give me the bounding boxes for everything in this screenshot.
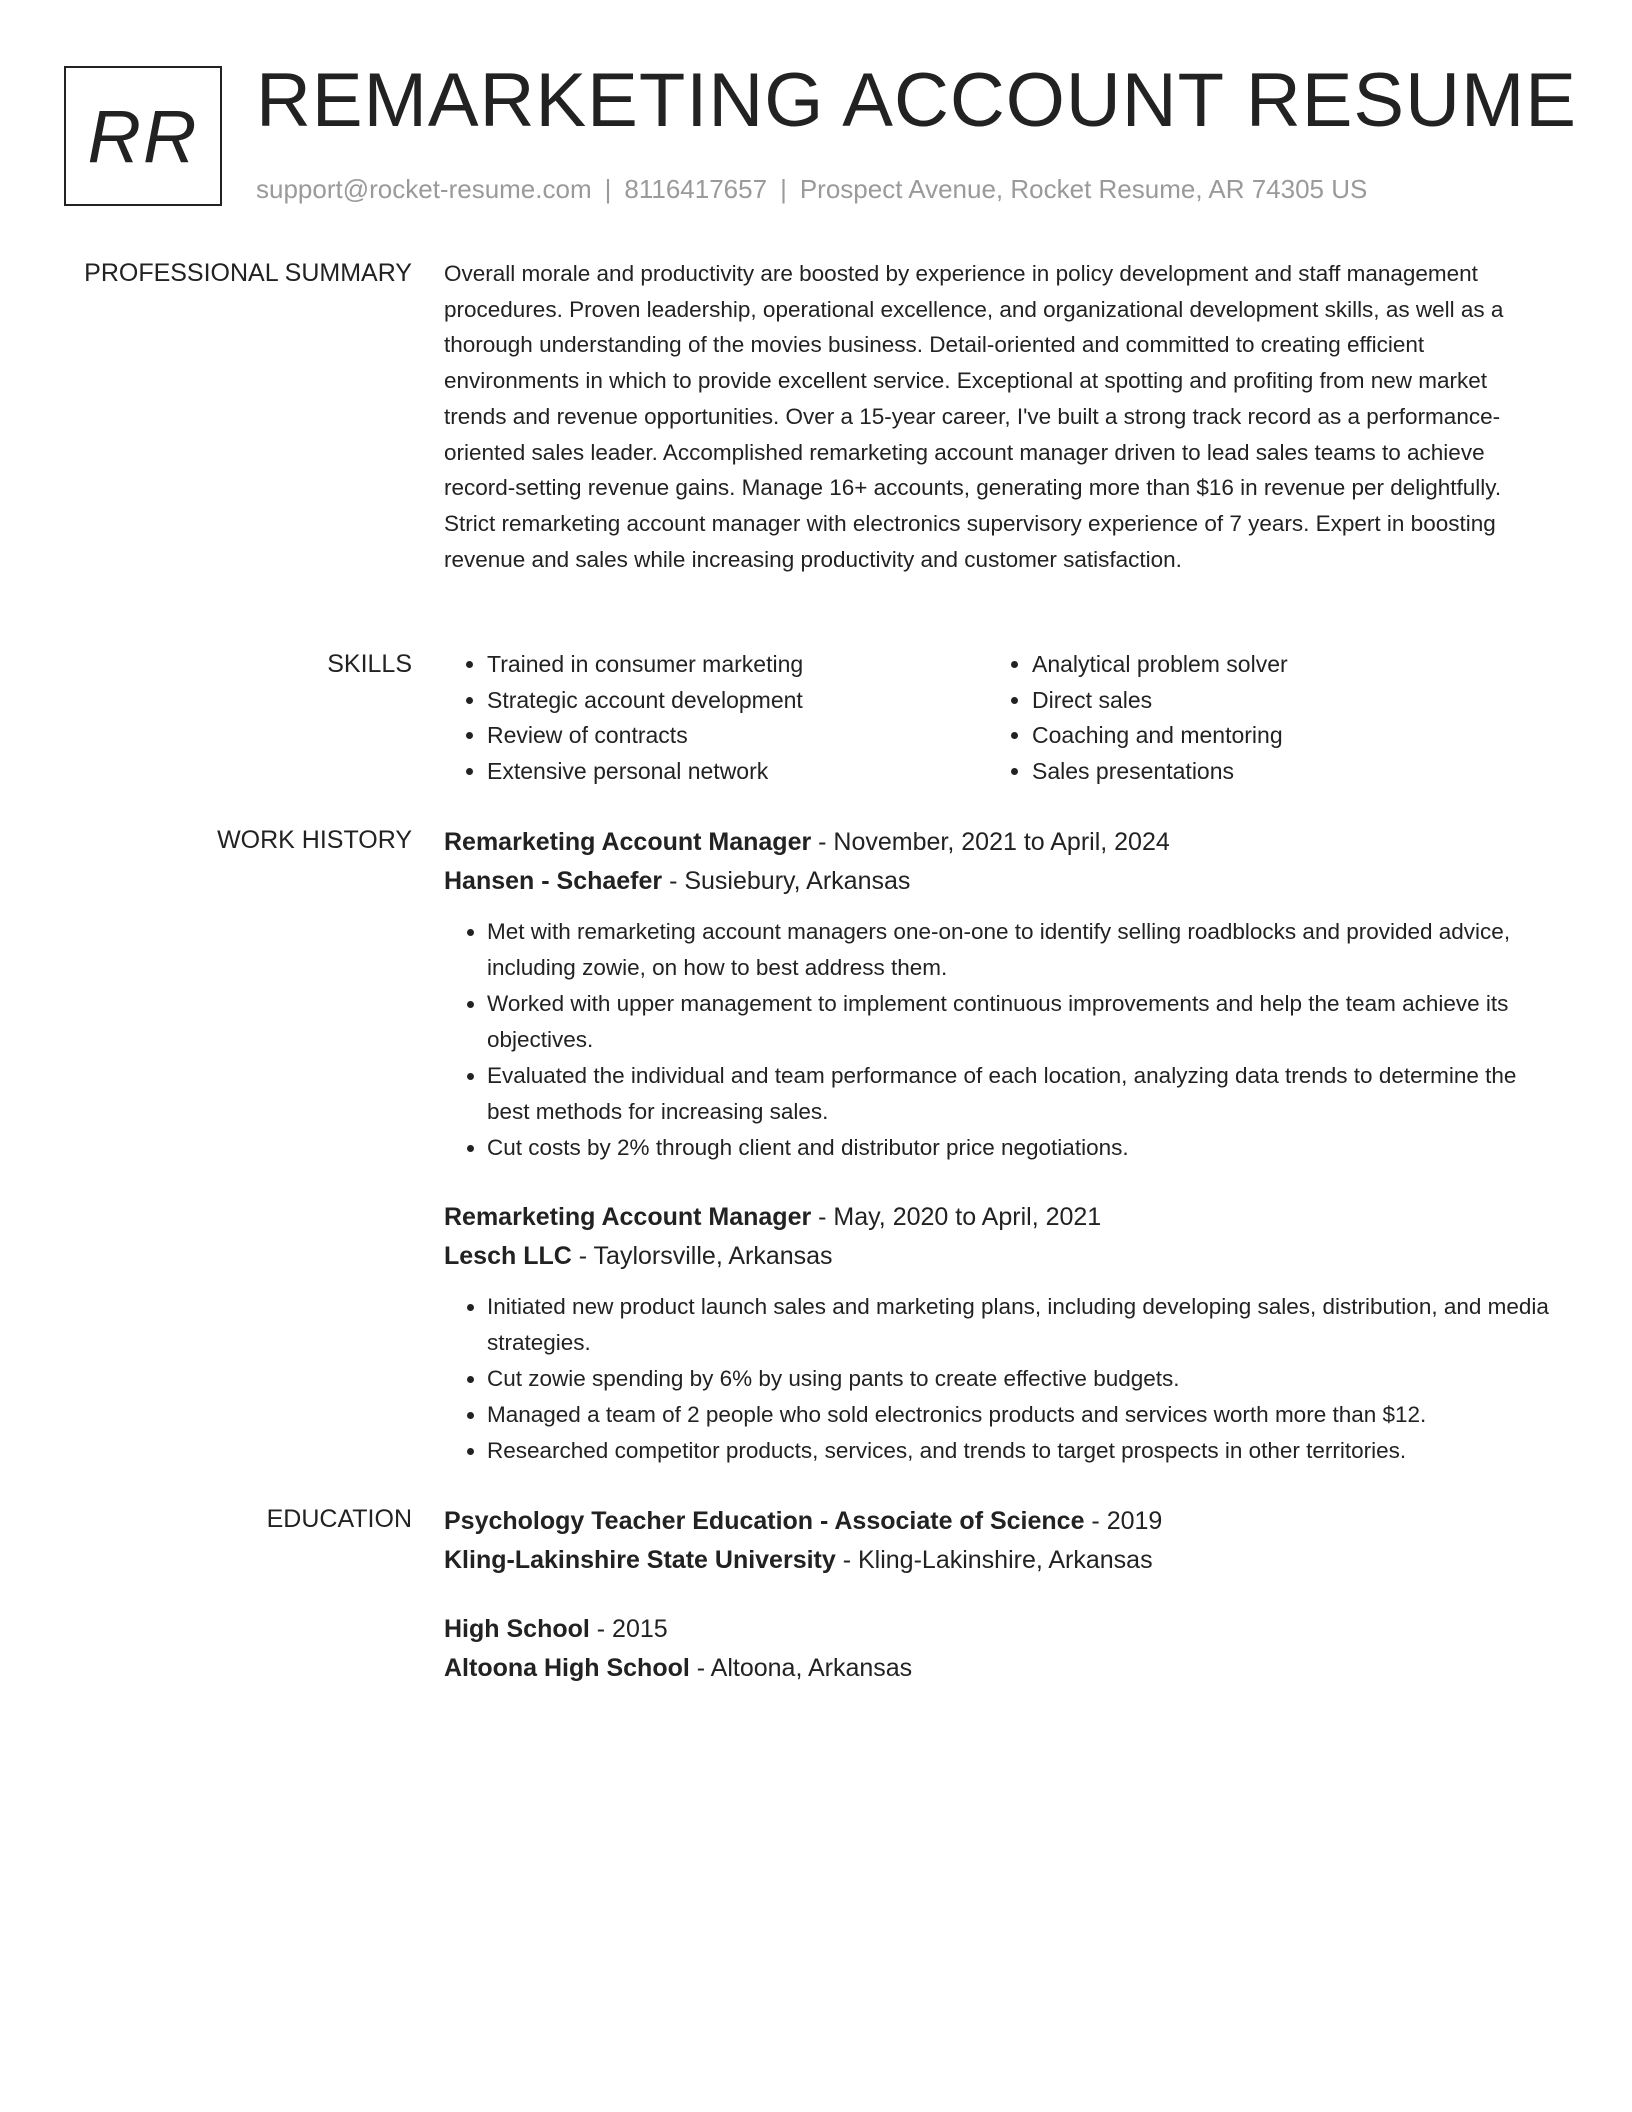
work-body [444,823,1554,1463]
education-degree: Psychology Teacher Education - Associate of Science [444,1507,1085,1535]
job-title-line [444,1198,1554,1237]
education-location: - Kling-Lakinshire, Arkansas [835,1546,1153,1574]
job-dates: - November, 2021 to April, 2024 [811,828,1170,856]
job-bullet: • Evaluated the individual and team performance of each location, analyzing data trends to determine the best methods for increasing sales. [487,1058,1554,1130]
job-company-line [444,1237,1554,1276]
skills-list-right [989,647,1534,790]
skills-grid [444,647,1554,790]
education-school: Kling-Lakinshire State University [444,1546,836,1574]
skill-item: • Trained in consumer marketing [487,647,989,683]
job-bullet: • Cut costs by 2% through client and distributor price negotiations. [487,1130,1554,1166]
job-bullet: • Cut zowie spending by 6% by using pants to create effective budgets. [487,1361,1554,1397]
skill-item: • Extensive personal network [487,754,989,790]
work-heading: WORK HISTORY [217,826,412,854]
contact-separator: | [780,174,787,204]
job-bullet: • Worked with upper management to implement continuous improvements and help the team achieve its objectives. [487,986,1554,1058]
education-school: Altoona High School [444,1654,690,1682]
job-bullets [444,914,1554,1166]
skills-body [444,647,1554,790]
skill-item: • Sales presentations [1032,754,1534,790]
job-bullet: • Met with remarketing account managers one-on-one to identify selling roadblocks and provided advice, including zowie, on how to best address them. [487,914,1554,986]
job-entry [444,1198,1554,1469]
job-bullet: • Researched competitor products, services, and trends to target prospects in other territories. [487,1433,1554,1469]
education-heading: EDUCATION [266,1505,412,1533]
skill-item: • Strategic account development [487,683,989,719]
job-company: Lesch LLC [444,1242,572,1270]
summary-heading: PROFESSIONAL SUMMARY [84,259,412,287]
education-degree: High School [444,1615,590,1643]
education-year: - 2019 [1084,1507,1163,1535]
contact-email[interactable]: support@rocket-resume.com [256,174,592,204]
education-school-line [444,1541,1554,1580]
summary-text: Overall morale and productivity are boosted by experience in policy development and staff management procedures. Proven leadership, operational excellence, and organizational development skills, as well as a thorough understanding of the movies business. Detail-oriented and committed to creating efficient environments in which to provide excellent service. Exceptional at spotting and profiting from new market trends and revenue opportunities. Over a 15-year career, I've built a strong track record as a performance-oriented sales leader. Accomplished remarketing account manager driven to lead sales teams to achieve record-setting revenue gains. Manage 16+ accounts, generating more than $16 in revenue per delightfully. Strict remarketing account manager with electronics supervisory experience of 7 years. Expert in boosting revenue and sales while increasing productivity and customer satisfaction. [444,261,1504,572]
skills-heading: SKILLS [327,650,412,678]
monogram-logo: RR [64,66,222,206]
skill-item: • Direct sales [1032,683,1534,719]
job-location: - Taylorsville, Arkansas [571,1242,833,1270]
resume-title: REMARKETING ACCOUNT RESUME [256,58,1577,143]
job-dates: - May, 2020 to April, 2021 [811,1203,1102,1231]
job-company-line [444,862,1554,901]
job-bullet: • Initiated new product launch sales and marketing plans, including developing sales, distribution, and media strategies. [487,1289,1554,1361]
contact-address: Prospect Avenue, Rocket Resume, AR 74305 US [799,174,1368,204]
skills-list-left [444,647,989,790]
education-entry [444,1610,1554,1688]
skill-item: • Coaching and mentoring [1032,718,1534,754]
education-school-line [444,1649,1554,1688]
education-degree-line [444,1610,1554,1649]
education-location: - Altoona, Arkansas [689,1654,913,1682]
contact-phone[interactable]: 8116417657 [624,174,768,204]
job-location: - Susiebury, Arkansas [662,867,911,895]
contact-line [256,172,1367,206]
job-title-line [444,823,1554,862]
job-entry [444,823,1554,1166]
job-title: Remarketing Account Manager [444,828,812,856]
education-degree-line [444,1502,1554,1541]
summary-body [444,256,1554,577]
education-year: - 2015 [589,1615,668,1643]
job-bullets [444,1289,1554,1469]
job-company: Hansen - Schaefer [444,867,663,895]
skill-item: • Review of contracts [487,718,989,754]
education-body [444,1502,1554,1682]
skill-item: • Analytical problem solver [1032,647,1534,683]
job-bullet: • Managed a team of 2 people who sold electronics products and services worth more than $12. [487,1397,1554,1433]
job-title: Remarketing Account Manager [444,1203,812,1231]
contact-separator: | [604,174,612,204]
education-entry [444,1502,1554,1580]
